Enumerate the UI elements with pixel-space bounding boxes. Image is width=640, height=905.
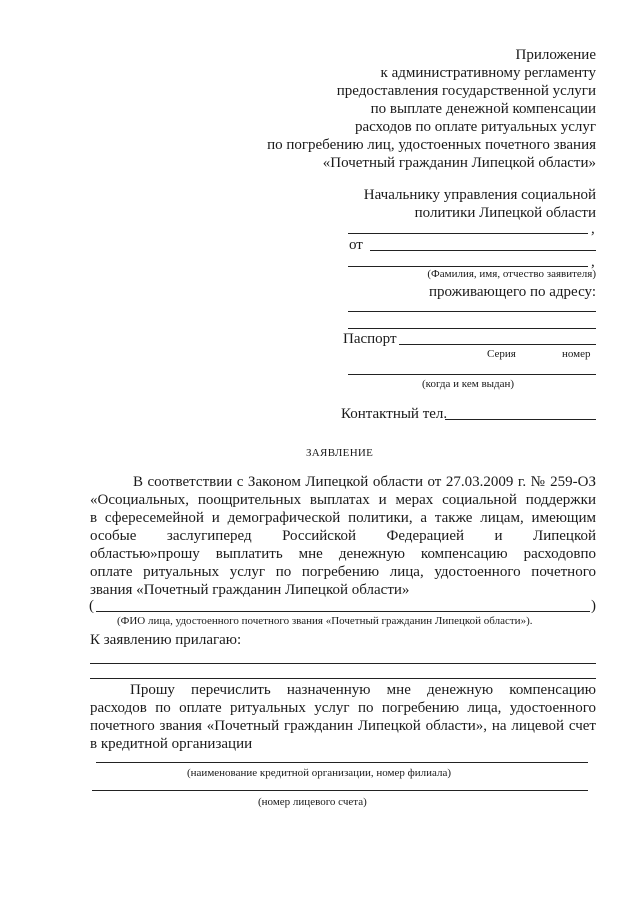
attachments-line-1[interactable] xyxy=(90,663,596,664)
paragraph-1-line-7: звания «Почетный гражданин Липецкой области» xyxy=(90,582,410,598)
deceased-fio-caption: (ФИО лица, удостоенного почетного звания «Почетный гражданин Липецкой области»). xyxy=(117,615,533,627)
comma-2: , xyxy=(591,254,595,270)
bank-caption: (наименование кредитной организации, номер филиала) xyxy=(187,767,452,779)
header-line-7: «Почетный гражданин Липецкой области» xyxy=(322,155,596,171)
paragraph-1-line-4: особые заслугиперед Российской Федерацией и Липецкой xyxy=(90,528,596,544)
applicant-fio-caption: (Фамилия, имя, отчество заявителя) xyxy=(427,268,596,280)
address-line-1[interactable] xyxy=(348,311,596,312)
from-label: от xyxy=(349,237,363,253)
from-line[interactable] xyxy=(370,250,596,251)
paren-open: ( xyxy=(89,598,94,614)
paragraph-1-line-5: областью»прошу выплатить мне денежную компенсацию расходовпо xyxy=(90,546,596,562)
attachments-line-2[interactable] xyxy=(90,678,596,679)
account-caption: (номер лицевого счета) xyxy=(258,796,367,808)
header-line-4: по выплате денежной компенсации xyxy=(370,101,596,117)
addressee-line-2: политики Липецкой области xyxy=(414,205,596,221)
address-line-2[interactable] xyxy=(348,328,596,329)
residing-label: проживающего по адресу: xyxy=(428,284,596,300)
applicant-name-line[interactable] xyxy=(348,266,588,267)
series-label: Серия xyxy=(487,348,516,360)
header-line-2: к административному регламенту xyxy=(380,65,596,81)
paragraph-1-line-2: «Осоциальных, поощрительных выплатах и мерах социальной поддержки xyxy=(90,492,596,508)
phone-label: Контактный тел. xyxy=(341,406,448,422)
paragraph-1-line-3: в сфересемейной и демографической политики, а также лицам, имеющим xyxy=(90,510,596,526)
attachments-label: К заявлению прилагаю: xyxy=(90,632,242,648)
document-title: ЗАЯВЛЕНИЕ xyxy=(306,447,374,459)
header-line-5: расходов по оплате ритуальных услуг xyxy=(354,119,596,135)
comma-1: , xyxy=(591,221,595,237)
header-line-3: предоставления государственной услуги xyxy=(336,83,596,99)
paren-close: ) xyxy=(591,598,596,614)
paragraph-2-line-3: почетного звания «Почетный гражданин Липецкой области», на лицевой счет xyxy=(90,718,596,734)
recipient-name-line[interactable] xyxy=(348,233,588,234)
passport-label: Паспорт xyxy=(343,331,397,347)
header-line-1: Приложение xyxy=(515,47,596,63)
bank-name-line[interactable] xyxy=(96,762,588,763)
paragraph-2-line-4: в кредитной организации xyxy=(90,736,253,752)
passport-issued-line[interactable] xyxy=(348,374,596,375)
header-line-6: по погребению лиц, удостоенных почетного звания xyxy=(267,137,596,153)
paragraph-2-line-1: Прошу перечислить назначенную мне денежную компенсацию xyxy=(130,682,596,698)
paragraph-2-line-2: расходов по оплате ритуальных услуг по погребению лица, удостоенного xyxy=(90,700,596,716)
paragraph-1-line-1: В соответствии с Законом Липецкой области от 27.03.2009 г. № 259-ОЗ xyxy=(133,474,596,490)
account-number-line[interactable] xyxy=(92,790,588,791)
paragraph-1-line-6: оплате ритуальных услуг по погребению лица, удостоенного почетного xyxy=(90,564,596,580)
passport-line[interactable] xyxy=(399,344,596,345)
number-label: номер xyxy=(562,348,591,360)
addressee-line-1: Начальнику управления социальной xyxy=(363,187,596,203)
phone-line[interactable] xyxy=(445,419,596,420)
deceased-fio-line[interactable] xyxy=(96,611,590,612)
issued-caption: (когда и кем выдан) xyxy=(422,378,515,390)
